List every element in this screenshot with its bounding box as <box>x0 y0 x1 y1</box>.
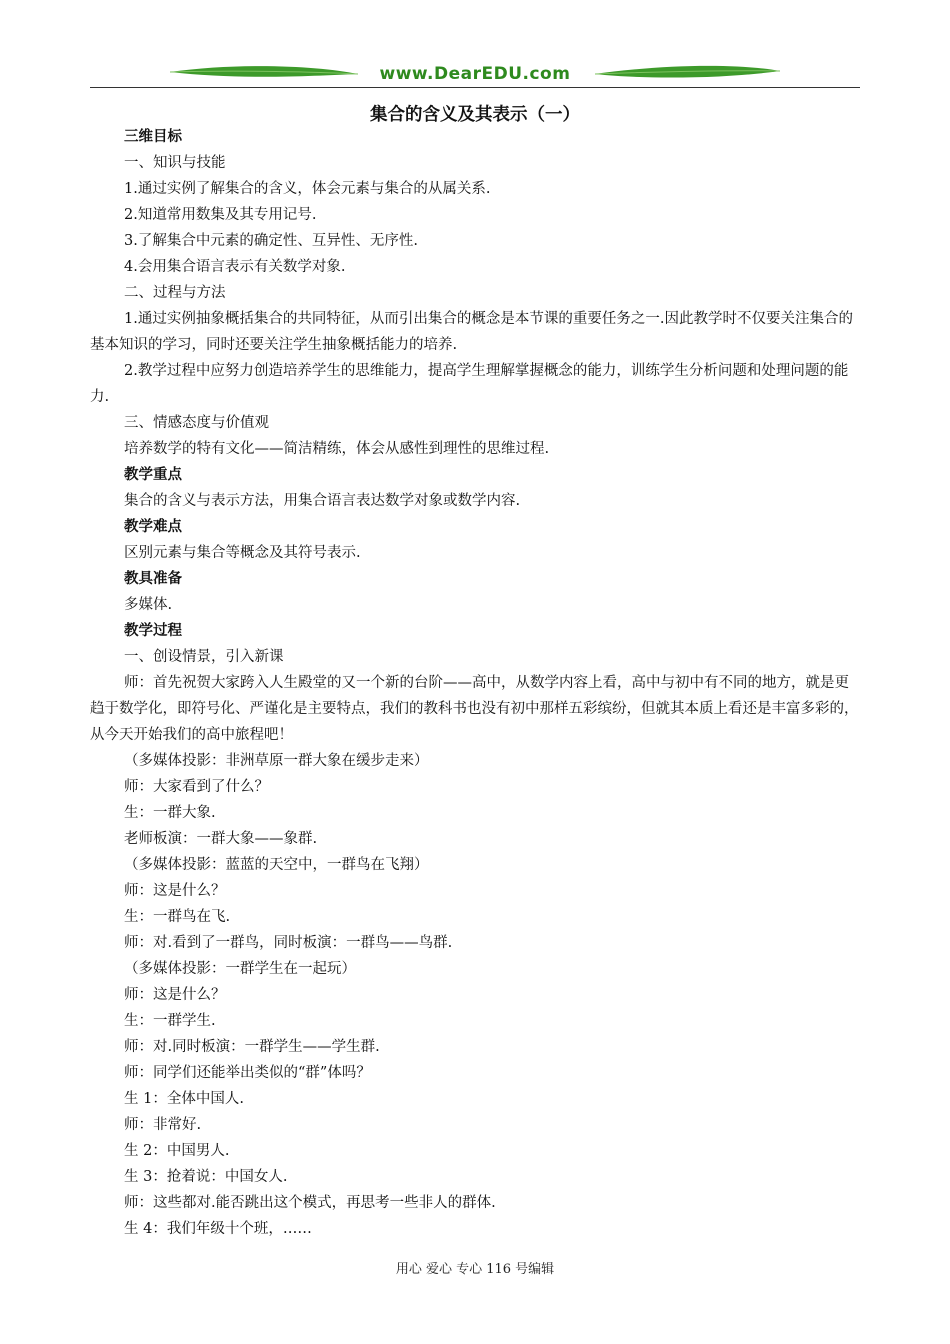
section-heading: 教学过程 <box>124 623 182 639</box>
body-paragraph: 生：一群学生. <box>124 1013 216 1029</box>
body-paragraph: （多媒体投影：非洲草原一群大象在缓步走来） <box>124 753 429 769</box>
body-paragraph: 师：首先祝贺大家跨入人生殿堂的又一个新的台阶——高中，从数学内容上看，高中与初中有不同的地方，就是更趋于数学化，即符号化、严谨化是主要特点，我们的教科书也没有初中那样五彩缤纷，但就其本质上看还是丰富多彩的，从今天开始我们的高中旅程吧！ <box>90 675 859 743</box>
document-body <box>90 124 860 1242</box>
body-paragraph: 师：这些都对.能否跳出这个模式，再思考一些非人的群体. <box>124 1195 496 1211</box>
page-footer: 用心 爱心 专心 116 号编辑 <box>395 1262 555 1277</box>
section-heading: 三维目标 <box>124 129 182 145</box>
body-paragraph: 师：这是什么？ <box>124 883 226 899</box>
site-logo-text: www.DearEDU.com <box>379 64 571 84</box>
body-paragraph: 生 2：中国男人. <box>124 1143 230 1159</box>
body-paragraph: 1.通过实例了解集合的含义，体会元素与集合的从属关系. <box>124 181 491 197</box>
body-paragraph: 二、过程与方法 <box>124 285 226 301</box>
body-paragraph: 生：一群大象. <box>124 805 216 821</box>
body-paragraph: （多媒体投影：蓝蓝的天空中，一群鸟在飞翔） <box>124 857 429 873</box>
body-paragraph: 一、知识与技能 <box>124 155 226 171</box>
body-paragraph: 师：同学们还能举出类似的“群”体吗？ <box>124 1065 371 1081</box>
body-paragraph: 师：非常好. <box>124 1117 202 1133</box>
page-title: 集合的含义及其表示（一） <box>370 105 580 125</box>
body-paragraph: 老师板演：一群大象——象群. <box>124 831 318 847</box>
body-paragraph: 2.教学过程中应努力创造培养学生的思维能力，提高学生理解掌握概念的能力，训练学生分析问题和处理问题的能力. <box>90 363 849 405</box>
section-heading: 教学难点 <box>124 519 182 535</box>
section-heading: 教学重点 <box>124 467 182 483</box>
body-paragraph: 师：大家看到了什么？ <box>124 779 269 795</box>
section-heading: 教具准备 <box>124 571 182 587</box>
body-paragraph: 4.会用集合语言表示有关数学对象. <box>124 259 346 275</box>
body-paragraph: 三、情感态度与价值观 <box>124 415 269 431</box>
body-paragraph: 培养数学的特有文化——简洁精练，体会从感性到理性的思维过程. <box>124 441 550 457</box>
body-paragraph: 3.了解集合中元素的确定性、互异性、无序性. <box>124 233 418 249</box>
body-paragraph: 师：对.同时板演：一群学生——学生群. <box>124 1039 380 1055</box>
header-divider <box>90 87 860 88</box>
body-paragraph: 师：对.看到了一群鸟，同时板演：一群鸟——鸟群. <box>124 935 453 951</box>
body-paragraph: 多媒体. <box>124 597 173 613</box>
body-paragraph: 区别元素与集合等概念及其符号表示. <box>124 545 361 561</box>
body-paragraph: 师：这是什么？ <box>124 987 226 1003</box>
body-paragraph: 生 3：抢着说：中国女人. <box>124 1169 288 1185</box>
body-paragraph: 1.通过实例抽象概括集合的共同特征，从而引出集合的概念是本节课的重要任务之一.因此教学时不仅要关注集合的基本知识的学习，同时还要关注学生抽象概括能力的培养. <box>90 311 853 353</box>
body-paragraph: 生：一群鸟在飞. <box>124 909 231 925</box>
body-paragraph: 一、创设情景，引入新课 <box>124 649 284 665</box>
body-paragraph: 生 4：我们年级十个班，…… <box>124 1221 312 1237</box>
body-paragraph: 集合的含义与表示方法，用集合语言表达数学对象或数学内容. <box>124 493 521 509</box>
body-paragraph: 2.知道常用数集及其专用记号. <box>124 207 317 223</box>
body-paragraph: （多媒体投影：一群学生在一起玩） <box>124 961 356 977</box>
body-paragraph: 生 1：全体中国人. <box>124 1091 244 1107</box>
